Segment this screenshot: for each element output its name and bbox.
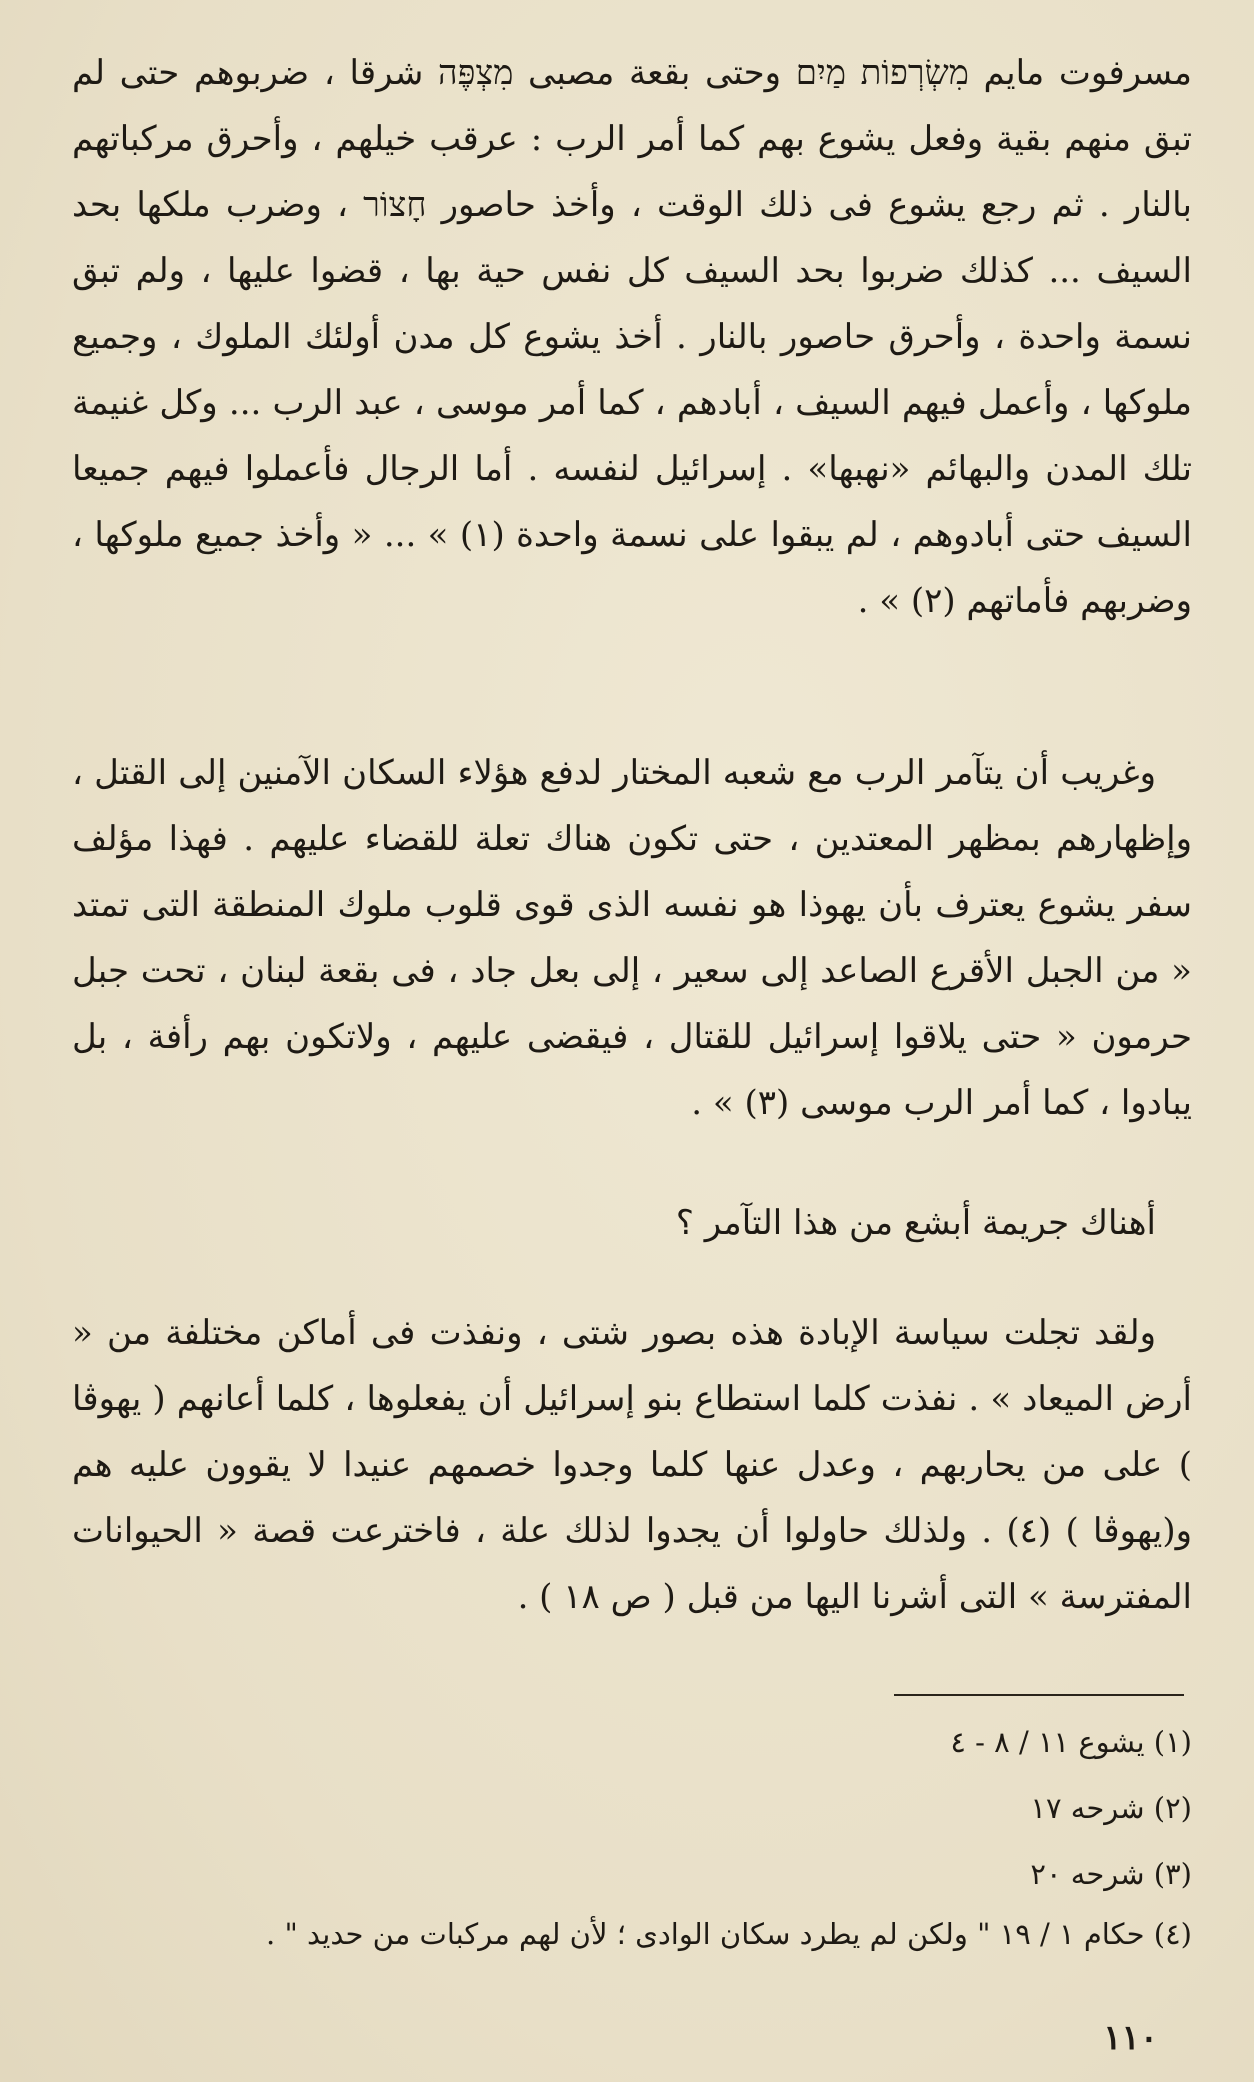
footnote-2: (٢) شرحه ١٧ (1030, 1791, 1192, 1825)
body-paragraph-1: مسرفوت مايم מִשְׂרְפוֹת מַיִם وحتى بقعة مصبى מִצְפֶּה شرقا ، ضربوهم حتى لم تبق منهم بقية وفعل يشوع بهم كما أمر الرب : عرقب خيلهم ، وأحرق مركباتهم بالنار . ثم رجع يشوع فى ذلك الوقت ، وأخذ حاصور חָצוֹר ، وضرب ملكها بحد السيف ... كذلك ضربوا بحد السيف كل نفس حية بها ، قضوا عليها ، ولم تبق نسمة واحدة ، وأحرق حاصور بالنار . أخذ يشوع كل مدن أولئك الملوك ، وجميع ملوكها ، وأعمل فيهم السيف ، أبادهم ، كما أمر موسى ، عبد الرب ... وكل غنيمة تلك المدن والبهائم «نهبها» . إسرائيل لنفسه . أما الرجال فأعملوا فيهم جميعا السيف حتى أبادوهم ، لم يبقوا على نسمة واحدة (١) » ... « وأخذ جميع ملوكها ، وضربهم فأماتهم (٢) » . (72, 53, 1193, 621)
footnote-1: (١) يشوع ١١ / ٨ - ٤ (950, 1725, 1192, 1759)
body-paragraph-2: وغريب أن يتآمر الرب مع شعبه المختار لدفع هؤلاء السكان الآمنين إلى القتل ، وإظهارهم بمظهر المعتدين ، حتى تكون هناك تعلة للقضاء عليهم . فهذا مؤلف سفر يشوع يعترف بأن يهوذا هو نفسه الذى قوى قلوب ملوك المنطقة التى تمتد « من الجبل الأقرع الصاعد إلى سعير ، إلى بعل جاد ، فى بقعة لبنان ، تحت جبل حرمون « حتى يلاقوا إسرائيل للقتال ، فيقضى عليهم ، ولاتكون بهم رأفة ، بل يبادوا ، كما أمر الرب موسى (٣) » . (72, 753, 1192, 1123)
page-number: ١١٠ (1103, 2018, 1158, 2058)
body-paragraph-4: ولقد تجلت سياسة الإبادة هذه بصور شتى ، ونفذت فى أماكن مختلفة من « أرض الميعاد » . نفذت كلما استطاع بنو إسرائيل أن يفعلوها ، كلما أعانهم ( يهوڤا ) على من يحاربهم ، وعدل عنها كلما وجدوا خصمهم عنيدا لا يقوون عليه هم و(يهوڤا ) (٤) . ولذلك حاولوا أن يجدوا لذلك علة ، فاخترعت قصة « الحيوانات المفترسة » التى أشرنا اليها من قبل ( ص ١٨ ) . (72, 1313, 1193, 1617)
footnote-3: (٣) شرحه ٢٠ (1030, 1857, 1192, 1891)
footnote-separator (894, 1694, 1184, 1696)
footnote-4: (٤) حكام ١ / ١٩ " ولكن لم يطرد سكان الوادى ؛ لأن لهم مركبات من حديد " . (266, 1917, 1192, 1951)
body-paragraph-3: أهناك جريمة أبشع من هذا التآمر ؟ (675, 1203, 1156, 1243)
